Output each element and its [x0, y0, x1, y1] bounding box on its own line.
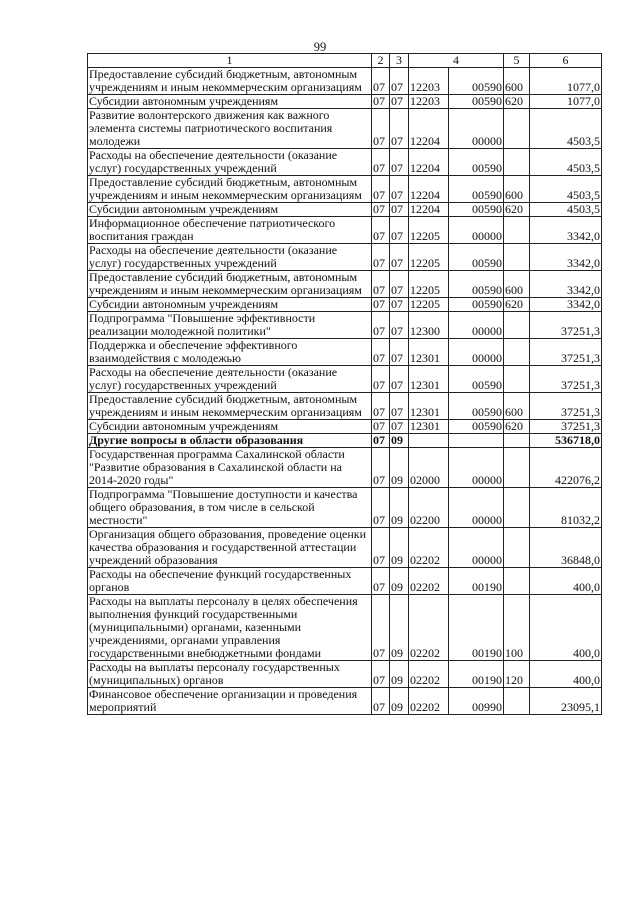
- expense-type-code: [504, 217, 530, 244]
- subsection-code: 09: [390, 448, 409, 488]
- target-article-subcode: 00000: [449, 312, 504, 339]
- section-code: 07: [372, 595, 390, 661]
- target-article-subcode: 00590: [449, 420, 504, 434]
- target-article-code: 12205: [409, 217, 449, 244]
- subsection-code: 07: [390, 149, 409, 176]
- amount: 1077,0: [530, 95, 602, 109]
- expense-type-code: [504, 312, 530, 339]
- target-article-code: 02202: [409, 568, 449, 595]
- target-article-code: 02202: [409, 595, 449, 661]
- target-article-subcode: 00590: [449, 393, 504, 420]
- item-name: Расходы на обеспечение деятельности (оказание услуг) государственных учреждений: [88, 244, 372, 271]
- header-col-6: 6: [530, 54, 602, 68]
- subsection-code: 07: [390, 298, 409, 312]
- expense-type-code: [504, 448, 530, 488]
- item-name: Субсидии автономным учреждениям: [88, 420, 372, 434]
- target-article-code: 12204: [409, 203, 449, 217]
- item-name: Субсидии автономным учреждениям: [88, 298, 372, 312]
- target-article-subcode: 00590: [449, 68, 504, 95]
- subsection-code: 07: [390, 109, 409, 149]
- target-article-code: 02202: [409, 661, 449, 688]
- amount: 37251,3: [530, 366, 602, 393]
- target-article-subcode: 00590: [449, 244, 504, 271]
- table-row: [88, 298, 602, 312]
- expense-type-code: [504, 109, 530, 149]
- table-row: [88, 595, 602, 661]
- section-code: 07: [372, 312, 390, 339]
- target-article-code: 12205: [409, 271, 449, 298]
- target-article-subcode: 00590: [449, 298, 504, 312]
- item-name: Расходы на обеспечение функций государственных органов: [88, 568, 372, 595]
- target-article-code: 12204: [409, 176, 449, 203]
- subsection-code: 09: [390, 434, 409, 448]
- table-row: [88, 688, 602, 715]
- target-article-subcode: 00590: [449, 271, 504, 298]
- subsection-code: 07: [390, 420, 409, 434]
- section-code: 07: [372, 176, 390, 203]
- section-code: 07: [372, 68, 390, 95]
- target-article-code: 12204: [409, 149, 449, 176]
- amount: 3342,0: [530, 298, 602, 312]
- section-code: 07: [372, 568, 390, 595]
- section-code: 07: [372, 203, 390, 217]
- amount: 4503,5: [530, 176, 602, 203]
- subsection-code: 09: [390, 661, 409, 688]
- item-name: Предоставление субсидий бюджетным, автономным учреждениям и иным некоммерческим организациям: [88, 393, 372, 420]
- subsection-code: 09: [390, 595, 409, 661]
- amount: 536718,0: [530, 434, 602, 448]
- target-article-code: 12205: [409, 298, 449, 312]
- section-code: 07: [372, 688, 390, 715]
- table-row: [88, 420, 602, 434]
- table-row: [88, 568, 602, 595]
- target-article-subcode: 00190: [449, 595, 504, 661]
- subsection-code: 07: [390, 176, 409, 203]
- target-article-code: 12301: [409, 366, 449, 393]
- item-name: Расходы на обеспечение деятельности (оказание услуг) государственных учреждений: [88, 149, 372, 176]
- target-article-subcode: 00590: [449, 366, 504, 393]
- section-code: 07: [372, 271, 390, 298]
- section-code: 07: [372, 298, 390, 312]
- target-article-subcode: 00590: [449, 95, 504, 109]
- table-row: [88, 661, 602, 688]
- table-row: [88, 312, 602, 339]
- amount: 23095,1: [530, 688, 602, 715]
- section-code: 07: [372, 217, 390, 244]
- budget-table: [87, 53, 602, 715]
- amount: 1077,0: [530, 68, 602, 95]
- subsection-code: 09: [390, 488, 409, 528]
- header-col-2: 2: [372, 54, 390, 68]
- amount: 400,0: [530, 568, 602, 595]
- item-name: Расходы на обеспечение деятельности (оказание услуг) государственных учреждений: [88, 366, 372, 393]
- amount: 3342,0: [530, 244, 602, 271]
- section-code: 07: [372, 528, 390, 568]
- item-name: Расходы на выплаты персоналу государственных (муниципальных) органов: [88, 661, 372, 688]
- target-article-code: 12203: [409, 95, 449, 109]
- header-col-3: 3: [390, 54, 409, 68]
- subsection-code: 07: [390, 203, 409, 217]
- item-name: Финансовое обеспечение организации и проведения мероприятий: [88, 688, 372, 715]
- expense-type-code: [504, 149, 530, 176]
- table-row: [88, 244, 602, 271]
- table-row: [88, 176, 602, 203]
- amount: 36848,0: [530, 528, 602, 568]
- amount: 37251,3: [530, 420, 602, 434]
- header-row: [88, 54, 602, 68]
- target-article-subcode: 00000: [449, 217, 504, 244]
- target-article-code: 12203: [409, 68, 449, 95]
- target-article-subcode: [449, 434, 504, 448]
- expense-type-code: 120: [504, 661, 530, 688]
- target-article-subcode: 00000: [449, 109, 504, 149]
- expense-type-code: 600: [504, 393, 530, 420]
- expense-type-code: [504, 339, 530, 366]
- amount: 37251,3: [530, 393, 602, 420]
- section-code: 07: [372, 661, 390, 688]
- target-article-subcode: 00000: [449, 448, 504, 488]
- header-col-4: 4: [409, 54, 504, 68]
- header-col-1: 1: [88, 54, 372, 68]
- section-code: 07: [372, 448, 390, 488]
- item-name: Расходы на выплаты персоналу в целях обеспечения выполнения функций государственными (муниципальными) органами, казенными учреждениями, органами управления государственными внебюджетными фондами: [88, 595, 372, 661]
- header-col-5: 5: [504, 54, 530, 68]
- table-row: [88, 528, 602, 568]
- item-name: Субсидии автономным учреждениям: [88, 95, 372, 109]
- target-article-subcode: 00590: [449, 149, 504, 176]
- item-name: Подпрограмма "Повышение доступности и качества общего образования, в том числе в сельской местности": [88, 488, 372, 528]
- expense-type-code: 620: [504, 420, 530, 434]
- item-name: Информационное обеспечение патриотического воспитания граждан: [88, 217, 372, 244]
- section-code: 07: [372, 339, 390, 366]
- target-article-code: 02202: [409, 528, 449, 568]
- subsection-code: 07: [390, 366, 409, 393]
- item-name: Предоставление субсидий бюджетным, автономным учреждениям и иным некоммерческим организациям: [88, 271, 372, 298]
- subsection-code: 07: [390, 312, 409, 339]
- table-row: [88, 203, 602, 217]
- table-row: [88, 488, 602, 528]
- amount: 400,0: [530, 595, 602, 661]
- target-article-code: 12301: [409, 393, 449, 420]
- expense-type-code: 620: [504, 298, 530, 312]
- target-article-subcode: 00190: [449, 568, 504, 595]
- target-article-subcode: 00000: [449, 528, 504, 568]
- expense-type-code: 600: [504, 176, 530, 203]
- expense-type-code: [504, 434, 530, 448]
- expense-type-code: 620: [504, 203, 530, 217]
- item-name: Предоставление субсидий бюджетным, автономным учреждениям и иным некоммерческим организациям: [88, 68, 372, 95]
- target-article-subcode: 00990: [449, 688, 504, 715]
- target-article-code: 12301: [409, 420, 449, 434]
- section-code: 07: [372, 95, 390, 109]
- target-article-code: 12300: [409, 312, 449, 339]
- table-row: [88, 339, 602, 366]
- expense-type-code: [504, 488, 530, 528]
- table-row: [88, 95, 602, 109]
- amount: 4503,5: [530, 203, 602, 217]
- table-row: [88, 393, 602, 420]
- expense-type-code: 600: [504, 271, 530, 298]
- target-article-subcode: 00000: [449, 339, 504, 366]
- table-row: [88, 271, 602, 298]
- amount: 81032,2: [530, 488, 602, 528]
- target-article-subcode: 00190: [449, 661, 504, 688]
- item-name: Организация общего образования, проведение оценки качества образования и государственной аттестации учреждений образования: [88, 528, 372, 568]
- section-code: 07: [372, 149, 390, 176]
- item-name: Предоставление субсидий бюджетным, автономным учреждениям и иным некоммерческим организациям: [88, 176, 372, 203]
- section-code: 07: [372, 420, 390, 434]
- subsection-code: 09: [390, 688, 409, 715]
- amount: 3342,0: [530, 271, 602, 298]
- item-name: Государственная программа Сахалинской области "Развитие образования в Сахалинской области на 2014-2020 годы": [88, 448, 372, 488]
- expense-type-code: [504, 244, 530, 271]
- amount: 3342,0: [530, 217, 602, 244]
- amount: 4503,5: [530, 109, 602, 149]
- target-article-subcode: 00590: [449, 203, 504, 217]
- expense-type-code: [504, 688, 530, 715]
- subsection-code: 09: [390, 528, 409, 568]
- amount: 422076,2: [530, 448, 602, 488]
- amount: 37251,3: [530, 312, 602, 339]
- target-article-code: 02200: [409, 488, 449, 528]
- subsection-code: 07: [390, 271, 409, 298]
- target-article-subcode: 00590: [449, 176, 504, 203]
- item-name: Развитие волонтерского движения как важного элемента системы патриотического воспитания молодежи: [88, 109, 372, 149]
- section-code: 07: [372, 488, 390, 528]
- target-article-code: 12301: [409, 339, 449, 366]
- item-name: Другие вопросы в области образования: [88, 434, 372, 448]
- table-row: [88, 434, 602, 448]
- amount: 37251,3: [530, 339, 602, 366]
- subsection-code: 07: [390, 68, 409, 95]
- section-code: 07: [372, 434, 390, 448]
- expense-type-code: [504, 528, 530, 568]
- subsection-code: 07: [390, 339, 409, 366]
- section-code: 07: [372, 393, 390, 420]
- subsection-code: 07: [390, 393, 409, 420]
- expense-type-code: 620: [504, 95, 530, 109]
- item-name: Субсидии автономным учреждениям: [88, 203, 372, 217]
- table-row: [88, 68, 602, 95]
- target-article-subcode: 00000: [449, 488, 504, 528]
- item-name: Поддержка и обеспечение эффективного взаимодействия с молодежью: [88, 339, 372, 366]
- amount: 400,0: [530, 661, 602, 688]
- subsection-code: 07: [390, 244, 409, 271]
- target-article-code: 12205: [409, 244, 449, 271]
- table-row: [88, 217, 602, 244]
- subsection-code: 07: [390, 95, 409, 109]
- table-row: [88, 149, 602, 176]
- expense-type-code: 100: [504, 595, 530, 661]
- expense-type-code: 600: [504, 68, 530, 95]
- target-article-code: 12204: [409, 109, 449, 149]
- expense-type-code: [504, 568, 530, 595]
- item-name: Подпрограмма "Повышение эффективности реализации молодежной политики": [88, 312, 372, 339]
- table-row: [88, 366, 602, 393]
- subsection-code: 09: [390, 568, 409, 595]
- amount: 4503,5: [530, 149, 602, 176]
- section-code: 07: [372, 366, 390, 393]
- expense-type-code: [504, 366, 530, 393]
- subsection-code: 07: [390, 217, 409, 244]
- section-code: 07: [372, 244, 390, 271]
- table-row: [88, 448, 602, 488]
- target-article-code: [409, 434, 449, 448]
- table-row: [88, 109, 602, 149]
- target-article-code: 02202: [409, 688, 449, 715]
- page-number: 99: [313, 40, 327, 54]
- target-article-code: 02000: [409, 448, 449, 488]
- section-code: 07: [372, 109, 390, 149]
